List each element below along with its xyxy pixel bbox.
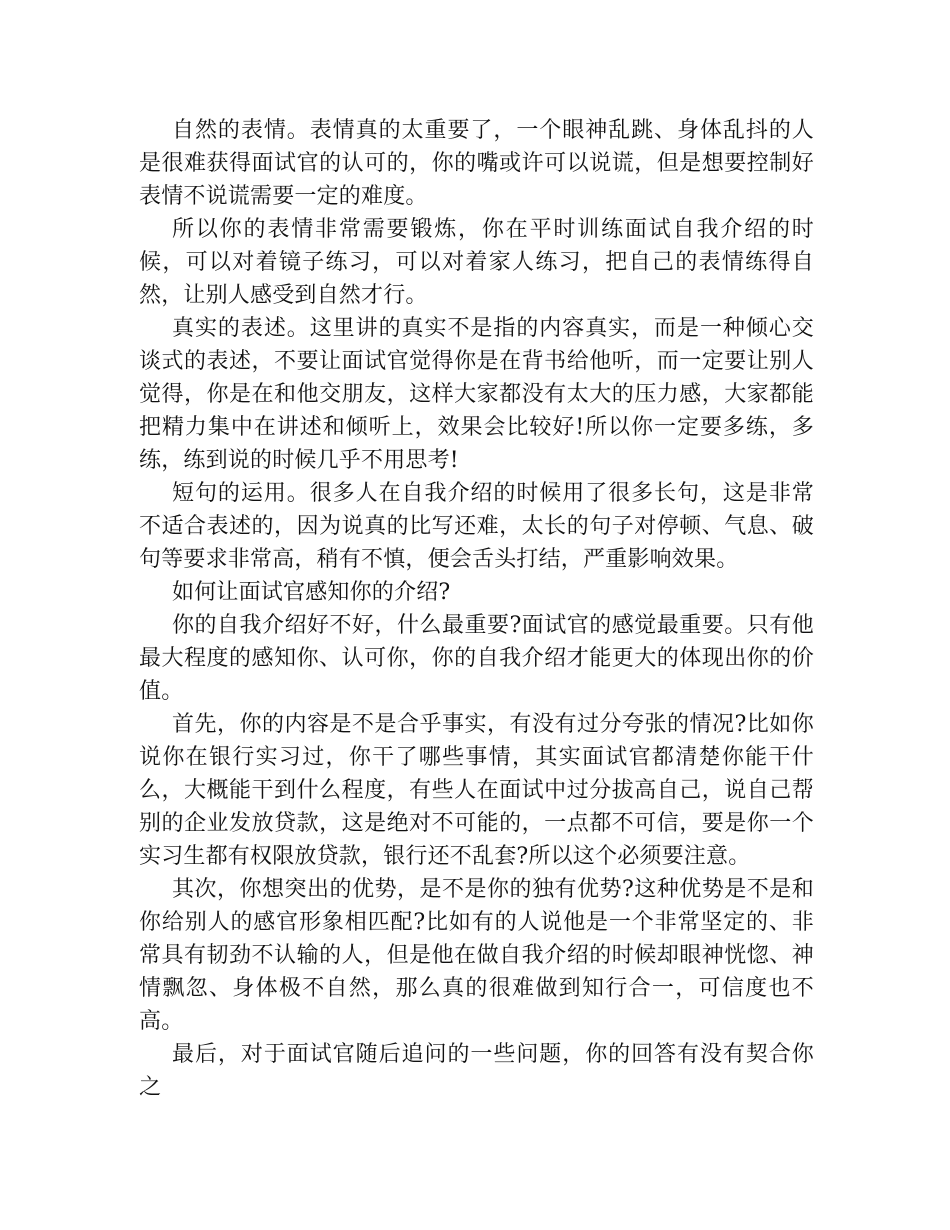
paragraph: 短句的运用。很多人在自我介绍的时候用了很多长句，这是非常不适合表述的，因为说真的比写还难，太长的句子对停顿、气息、破句等要求非常高，稍有不慎，便会舌头打结，严重影响效果。 (139, 481, 814, 572)
section-heading: 如何让面试官感知你的介绍? (172, 580, 451, 605)
paragraph: 自然的表情。表情真的太重要了，一个眼神乱跳、身体乱抖的人是很难获得面试官的认可的，你的嘴或许可以说谎，但是想要控制好表情不说谎需要一定的难度。 (139, 118, 814, 209)
document-body (139, 114, 814, 1104)
paragraph: 最后，对于面试官随后追问的一些问题，你的回答有没有契合你之 (139, 1042, 814, 1100)
paragraph: 你的自我介绍好不好，什么最重要?面试官的感觉最重要。只有他最大程度的感知你、认可你，你的自我介绍才能更大的体现出你的价值。 (139, 613, 814, 704)
paragraph: 真实的表述。这里讲的真实不是指的内容真实，而是一种倾心交谈式的表述，不要让面试官觉得你是在背书给他听，而一定要让别人觉得，你是在和他交朋友，这样大家都没有太大的压力感，大家都能把精力集中在讲述和倾听上，效果会比较好!所以你一定要多练，多练，练到说的时候几乎不用思考! (139, 316, 814, 473)
paragraph: 首先，你的内容是不是合乎事实，有没有过分夸张的情况?比如你说你在银行实习过，你干了哪些事情，其实面试官都清楚你能干什么，大概能干到什么程度，有些人在面试中过分拔高自己，说自己帮别的企业发放贷款，这是绝对不可能的，一点都不可信，要是你一个实习生都有权限放贷款，银行还不乱套?所以这个必须要注意。 (139, 712, 814, 869)
paragraph: 其次，你想突出的优势，是不是你的独有优势?这种优势是不是和你给别人的感官形象相匹配?比如有的人说他是一个非常坚定的、非常具有韧劲不认输的人，但是他在做自我介绍的时候却眼神恍惚、神情飘忽、身体极不自然，那么真的很难做到知行合一，可信度也不高。 (139, 877, 814, 1034)
paragraph: 所以你的表情非常需要锻炼，你在平时训练面试自我介绍的时候，可以对着镜子练习，可以对着家人练习，把自己的表情练得自然，让别人感受到自然才行。 (139, 217, 814, 308)
